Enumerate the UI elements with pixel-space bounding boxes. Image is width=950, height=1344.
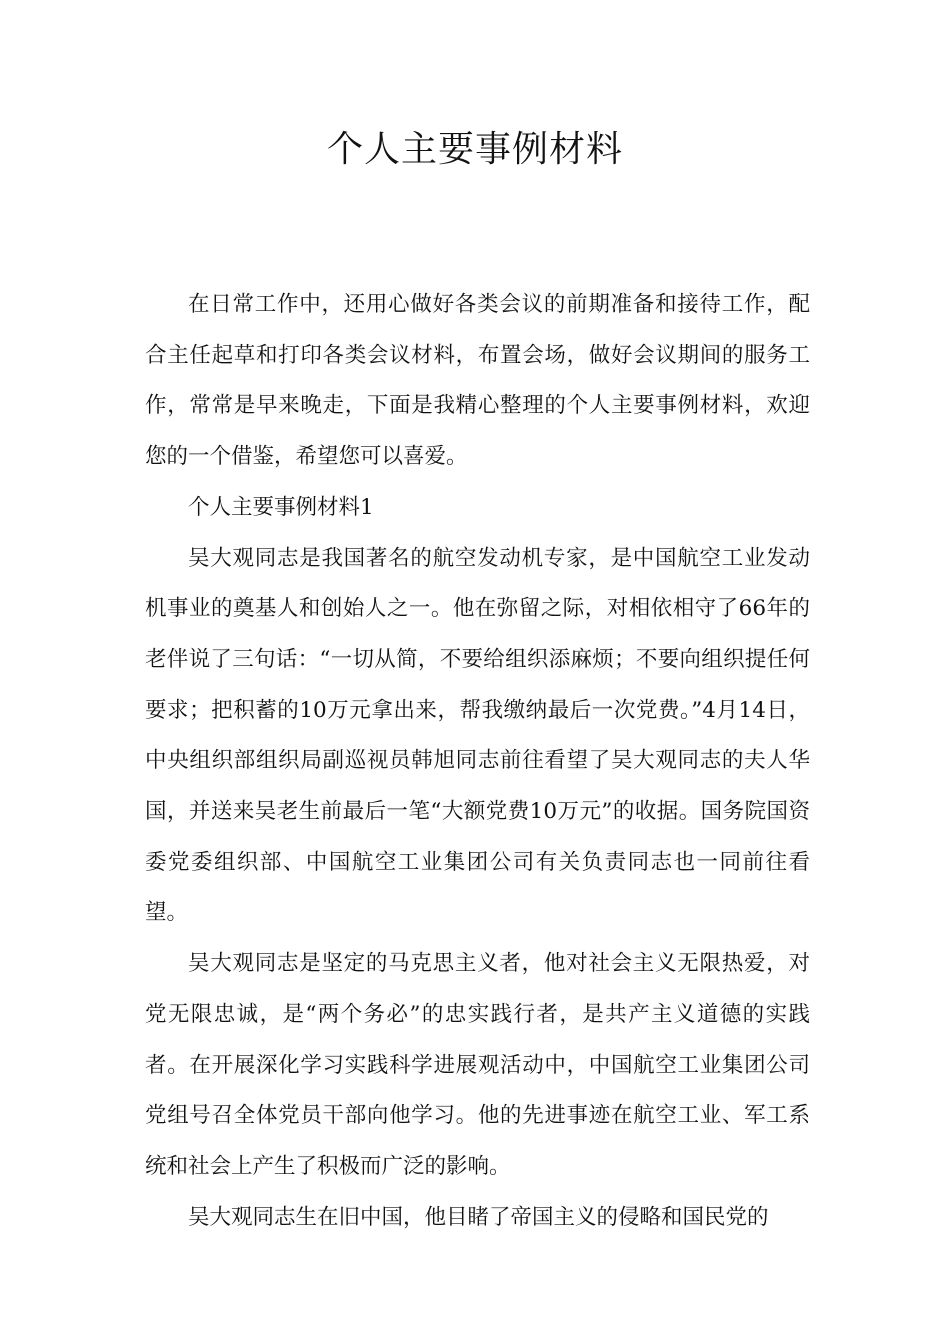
body-paragraph-3: 吴大观同志生在旧中国，他目睹了帝国主义的侵略和国民党的	[188, 1204, 769, 1230]
intro-paragraph: 在日常工作中，还用心做好各类会议的前期准备和接待工作，配合主任起草和打印各类会议材料，布置会场，做好会议期间的服务工作，常常是早来晚走，下面是我精心整理的个人主要事例材料，欢迎您的一个借鉴，希望您可以喜爱。	[145, 292, 810, 470]
document-title: 个人主要事例材料	[326, 129, 623, 170]
section-heading: 个人主要事例材料1	[188, 494, 374, 520]
body-paragraph-2: 吴大观同志是坚定的马克思主义者，他对社会主义无限热爱，对党无限忠诚，是“两个务必”的忠实践行者，是共产主义道德的实践者。在开展深化学习实践科学进展观活动中，中国航空工业集团公司党组号召全体党员干部向他学习。他的先进事迹在航空工业、军工系统和社会上产生了积极而广泛的影响。	[145, 951, 810, 1179]
body-paragraph-1: 吴大观同志是我国著名的航空发动机专家，是中国航空工业发动机事业的奠基人和创始人之一。他在弥留之际，对相依相守了66年的老伴说了三句话：“一切从简，不要给组织添麻烦；不要向组织提任何要求；把积蓄的10万元拿出来，帮我缴纳最后一次党费。”4月14日，中央组织部组织局副巡视员韩旭同志前往看望了吴大观同志的夫人华国，并送来吴老生前最后一笔“大额党费10万元”的收据。国务院国资委党委组织部、中国航空工业集团公司有关负责同志也一同前往看望。	[145, 545, 810, 926]
document-body	[145, 280, 810, 1243]
